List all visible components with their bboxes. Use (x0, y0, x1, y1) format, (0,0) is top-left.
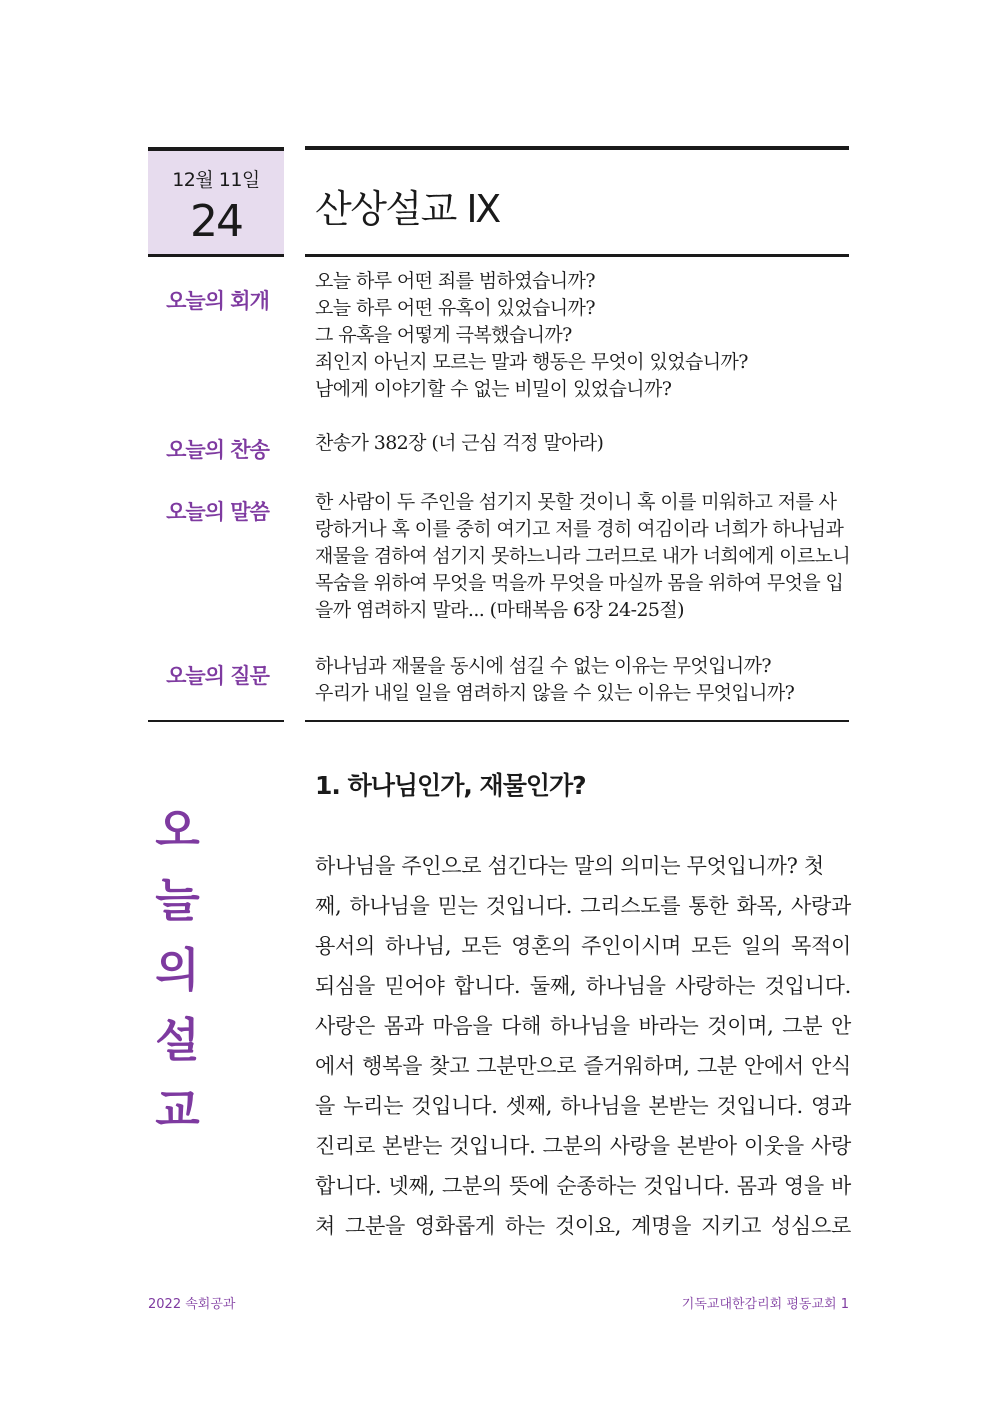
section-label-hymn: 오늘의 찬송 (166, 438, 269, 462)
title-rule-bottom (305, 254, 849, 257)
sermon-line: 쳐 그분을 영화롭게 하는 것이요, 계명을 지키고 성심으로 (315, 1214, 851, 1238)
sermon-label-char: 설 (155, 1013, 200, 1067)
section-content-question (315, 653, 849, 707)
sermon-line: 하나님을 주인으로 섬긴다는 말의 의미는 무엇입니까? 첫 (315, 854, 824, 878)
sermon-line: 을 누리는 것입니다. 셋째, 하나님을 본받는 것입니다. 영과 (315, 1094, 851, 1118)
section-content-repentance (315, 268, 849, 403)
sermon-line: 용서의 하나님, 모든 영혼의 주인이시며 모든 일의 목적이 (315, 934, 851, 958)
content-line: 그 유혹을 어떻게 극복했습니까? (315, 324, 572, 346)
sermon-vertical-label (150, 795, 205, 1145)
content-line: 한 사람이 두 주인을 섬기지 못할 것이니 혹 이를 미워하고 저를 사 (315, 491, 837, 513)
footer-left: 2022 속회공과 (148, 1297, 236, 1312)
content-line: 랑하거나 혹 이를 중히 여기고 저를 경히 여김이라 너희가 하나님과 (315, 518, 844, 540)
lesson-date: 12월 11일 (172, 169, 260, 191)
footer-right: 기독교대한감리회 평동교회 1 (681, 1297, 849, 1312)
section-label-repentance: 오늘의 회개 (166, 289, 269, 313)
sermon-line: 째, 하나님을 믿는 것입니다. 그리스도를 통한 화목, 사랑과 (315, 894, 851, 918)
sermon-label-char: 의 (155, 943, 200, 997)
sermon-line: 에서 행복을 찾고 그분만으로 즐거워하며, 그분 안에서 안식 (315, 1054, 851, 1078)
content-line: 목숨을 위하여 무엇을 먹을까 무엇을 마실까 몸을 위하여 무엇을 입 (315, 572, 844, 594)
section-label-question: 오늘의 질문 (166, 664, 269, 688)
section-content-scripture (315, 489, 849, 624)
content-line: 찬송가 382장 (너 근심 걱정 말아라) (315, 432, 604, 454)
content-line: 을까 염려하지 말라... (마태복음 6장 24-25절) (315, 599, 684, 621)
date-box (148, 147, 284, 257)
sermon-label-char: 교 (155, 1083, 200, 1137)
sermon-line: 합니다. 넷째, 그분의 뜻에 순종하는 것입니다. 몸과 영을 바 (315, 1174, 851, 1198)
content-line: 죄인지 아닌지 모르는 말과 행동은 무엇이 있었습니까? (315, 351, 748, 373)
section-label-scripture: 오늘의 말씀 (166, 500, 269, 524)
sermon-label-char: 오 (155, 803, 200, 857)
divider-left (148, 720, 284, 722)
sermon-label-char: 늘 (155, 873, 200, 927)
sermon-line: 진리로 본받는 것입니다. 그분의 사랑을 본받아 이웃을 사랑 (315, 1134, 851, 1158)
divider-right (305, 720, 849, 722)
lesson-number: 24 (190, 196, 242, 247)
sermon-line: 되심을 믿어야 합니다. 둘째, 하나님을 사랑하는 것입니다. (315, 974, 851, 998)
content-line: 오늘 하루 어떤 유혹이 있었습니까? (315, 297, 595, 319)
content-line: 우리가 내일 일을 염려하지 않을 수 있는 이유는 무엇입니까? (315, 682, 795, 704)
lesson-title: 산상설교 Ⅸ (315, 187, 500, 231)
content-line: 남에게 이야기할 수 없는 비밀이 있었습니까? (315, 378, 672, 400)
sermon-heading: 1. 하나님인가, 재물인가? (315, 771, 586, 800)
title-rule-top (305, 146, 849, 150)
content-line: 재물을 겸하여 섬기지 못하느니라 그러므로 내가 너희에게 이르노니 (315, 545, 851, 567)
content-line: 오늘 하루 어떤 죄를 범하였습니까? (315, 270, 595, 292)
sermon-line: 사랑은 몸과 마음을 다해 하나님을 바라는 것이며, 그분 안 (315, 1014, 851, 1038)
sermon-body (315, 846, 851, 1246)
content-line: 하나님과 재물을 동시에 섬길 수 없는 이유는 무엇입니까? (315, 655, 772, 677)
section-content-hymn (315, 430, 849, 457)
